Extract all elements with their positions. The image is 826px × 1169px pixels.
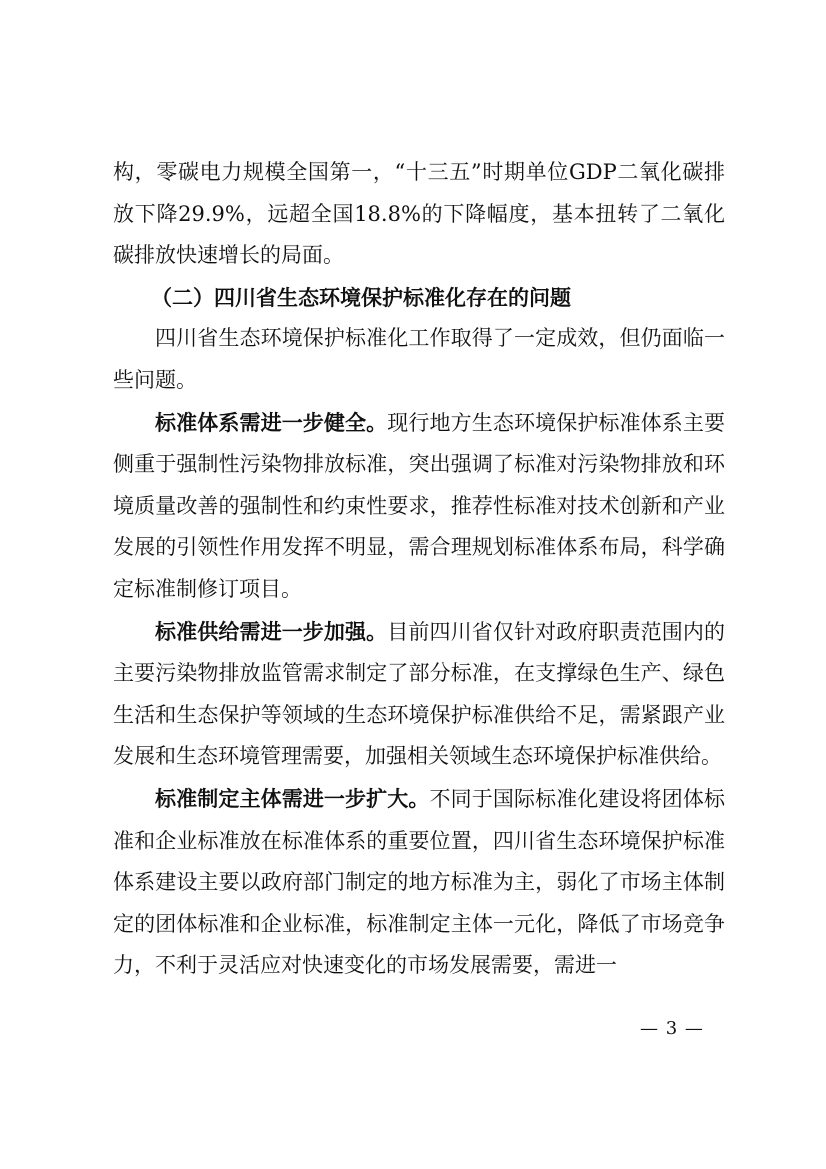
paragraph-overview: 四川省生态环境保护标准化工作取得了一定成效，但仍面临一些问题。 bbox=[113, 326, 725, 392]
paragraph-standard-subject bbox=[113, 778, 725, 987]
document-body bbox=[113, 152, 725, 987]
text-standard-system: 现行地方生态环境保护标准体系主要侧重于强制性污染物排放标准，突出强调了标准对污染物排放和环境质量改善的强制性和约束性要求，推荐性标准对技术创新和产业发展的引领性作用发挥不明显，需合理规划标准体系布局，科学确定标准制修订项目。 bbox=[113, 410, 726, 601]
paragraph-standard-supply bbox=[113, 611, 725, 778]
lead-standard-subject: 标准制定主体需进一步扩大。 bbox=[155, 785, 430, 811]
page-number: — 3 — bbox=[640, 1018, 704, 1039]
text-standard-supply: 目前四川省仅针对政府职责范围内的主要污染物排放监管需求制定了部分标准，在支撑绿色生产、绿色生活和生态保护等领域的生态环境保护标准供给不足，需紧跟产业发展和生态环境管理需要，加强相关领域生态环境保护标准供给。 bbox=[113, 619, 726, 769]
paragraph-intro: 构，零碳电力规模全国第一，“十三五”时期单位GDP二氧化碳排放下降29.9%，远超全国18.8%的下降幅度，基本扭转了二氧化碳排放快速增长的局面。 bbox=[113, 160, 725, 268]
lead-standard-supply: 标准供给需进一步加强。 bbox=[155, 618, 388, 644]
text-standard-subject: 不同于国际标准化建设将团体标准和企业标准放在标准体系的重要位置，四川省生态环境保护标准体系建设主要以政府部门制定的地方标准为主，弱化了市场主体制定的团体标准和企业标准，标准制定主体一元化，降低了市场竞争力，不利于灵活应对快速变化的市场发展需要，需进一 bbox=[113, 786, 725, 978]
section-heading: （二）四川省生态环境保护标准化存在的问题 bbox=[151, 284, 571, 310]
lead-standard-system: 标准体系需进一步健全。 bbox=[155, 409, 388, 435]
paragraph-standard-system bbox=[113, 402, 725, 611]
